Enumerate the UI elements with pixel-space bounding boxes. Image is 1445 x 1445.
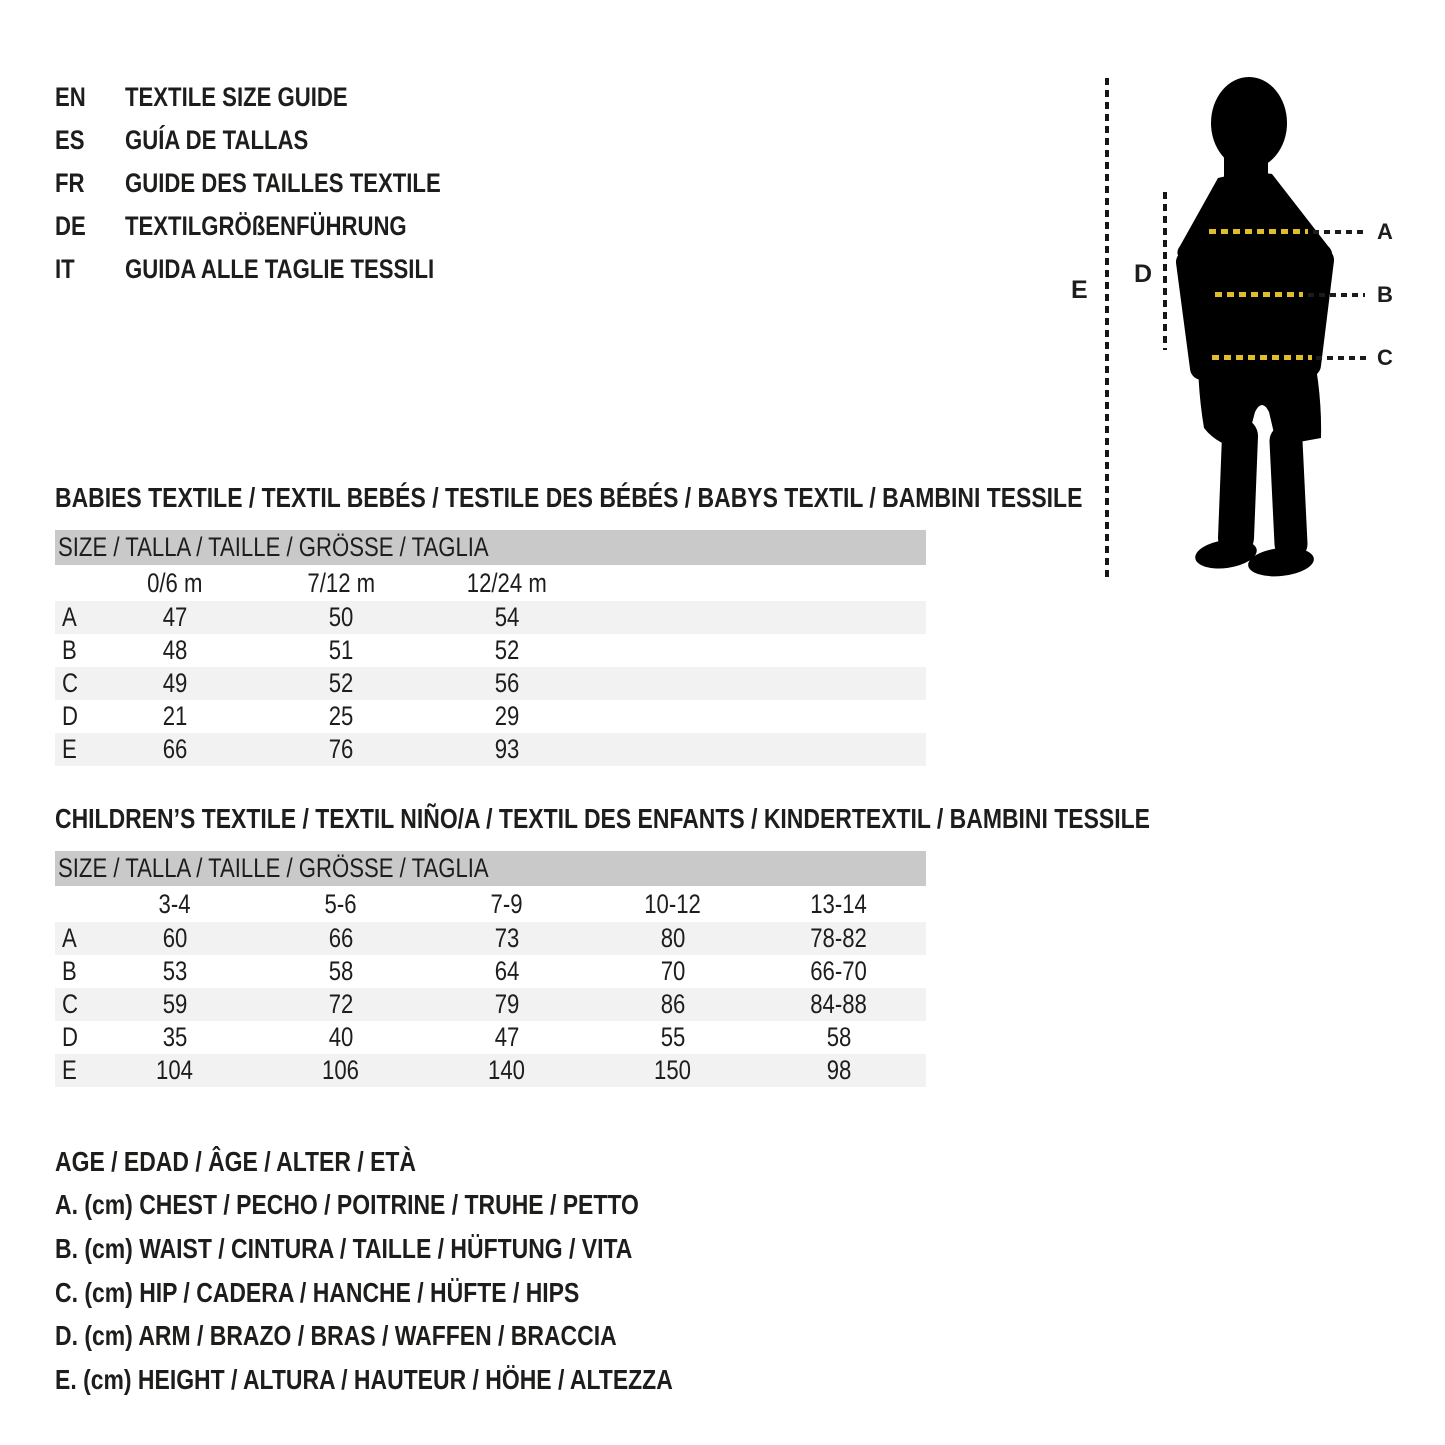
table-row xyxy=(55,700,926,733)
column-header: 7/12 m xyxy=(307,567,375,598)
measure-label-d: D xyxy=(1134,260,1153,288)
legend-age: AGE / EDAD / ÂGE / ALTER / ETÀ xyxy=(55,1145,417,1177)
chest-leader-line xyxy=(1313,230,1367,234)
language-code: DE xyxy=(55,211,86,241)
language-code: FR xyxy=(55,168,85,198)
table-row xyxy=(55,1054,926,1087)
table-row xyxy=(55,733,926,766)
column-header: 13-14 xyxy=(810,888,868,919)
language-row-it xyxy=(55,248,510,291)
cell-value: 21 xyxy=(162,701,188,731)
row-label: C xyxy=(62,989,78,1019)
guide-title-de: TEXTILGRÖßENFÜHRUNG xyxy=(125,211,407,241)
table-row xyxy=(55,667,926,700)
row-label: D xyxy=(62,701,78,731)
cell-value: 84-88 xyxy=(810,989,868,1019)
children-column-headers xyxy=(55,886,926,922)
cell-value: 25 xyxy=(328,701,354,731)
column-header: 3-4 xyxy=(158,888,192,919)
children-size-header-bar xyxy=(55,851,926,886)
guide-title-es: GUÍA DE TALLAS xyxy=(125,125,309,155)
language-code: EN xyxy=(55,82,86,112)
cell-value: 66 xyxy=(162,734,188,764)
waist-measure-dash xyxy=(1215,292,1303,297)
cell-value: 80 xyxy=(660,923,686,953)
cell-value: 58 xyxy=(826,1022,852,1052)
waist-leader-line xyxy=(1308,293,1365,297)
cell-value: 60 xyxy=(162,923,188,953)
legend-waist: B. (cm) WAIST / CINTURA / TAILLE / HÜFTUNG / VITA xyxy=(55,1232,633,1264)
legend-height: E. (cm) HEIGHT / ALTURA / HAUTEUR / HÖHE / ALTEZZA xyxy=(55,1363,673,1395)
chest-measure-dash xyxy=(1209,229,1308,234)
language-row-fr xyxy=(55,162,510,205)
babies-column-headers xyxy=(55,565,926,601)
guide-title-en: TEXTILE SIZE GUIDE xyxy=(125,82,348,112)
cell-value: 73 xyxy=(494,923,520,953)
language-row-de xyxy=(55,205,510,248)
cell-value: 49 xyxy=(162,668,188,698)
language-row-en xyxy=(55,76,510,119)
language-guide xyxy=(55,76,510,291)
cell-value: 54 xyxy=(494,602,520,632)
table-row xyxy=(55,955,926,988)
cell-value: 98 xyxy=(826,1055,852,1085)
language-row-es xyxy=(55,119,510,162)
cell-value: 104 xyxy=(156,1055,194,1085)
cell-value: 64 xyxy=(494,956,520,986)
cell-value: 58 xyxy=(328,956,354,986)
row-label: A xyxy=(62,923,77,953)
language-code: ES xyxy=(55,125,85,155)
children-size-table xyxy=(55,851,926,1087)
cell-value: 35 xyxy=(162,1022,188,1052)
row-label: E xyxy=(62,1055,77,1085)
row-label: B xyxy=(62,956,77,986)
table-row xyxy=(55,988,926,1021)
column-header: 7-9 xyxy=(490,888,524,919)
cell-value: 106 xyxy=(322,1055,360,1085)
hip-leader-line xyxy=(1316,356,1366,360)
row-label: C xyxy=(62,668,78,698)
cell-value: 55 xyxy=(660,1022,686,1052)
cell-value: 52 xyxy=(328,668,354,698)
cell-value: 59 xyxy=(162,989,188,1019)
cell-value: 78-82 xyxy=(810,923,868,953)
cell-value: 56 xyxy=(494,668,520,698)
cell-value: 66 xyxy=(328,923,354,953)
cell-value: 70 xyxy=(660,956,686,986)
children-section-title: CHILDREN’S TEXTILE / TEXTIL NIÑO/A / TEXTIL DES ENFANTS / KINDERTEXTIL / BAMBINI TESSILE xyxy=(55,803,1150,834)
column-header: 0/6 m xyxy=(147,567,203,598)
table-row xyxy=(55,1021,926,1054)
babies-size-table xyxy=(55,530,926,766)
guide-title-fr: GUIDE DES TAILLES TEXTILE xyxy=(125,168,441,198)
babies-section-title: BABIES TEXTILE / TEXTIL BEBÉS / TESTILE DES BÉBÉS / BABYS TEXTIL / BAMBINI TESSILE xyxy=(55,482,1083,513)
row-label: D xyxy=(62,1022,78,1052)
cell-value: 47 xyxy=(162,602,188,632)
table-row xyxy=(55,922,926,955)
cell-value: 53 xyxy=(162,956,188,986)
cell-value: 29 xyxy=(494,701,520,731)
measure-label-e: E xyxy=(1071,276,1088,304)
cell-value: 47 xyxy=(494,1022,520,1052)
table-row xyxy=(55,634,926,667)
cell-value: 86 xyxy=(660,989,686,1019)
cell-value: 76 xyxy=(328,734,354,764)
legend-arm: D. (cm) ARM / BRAZO / BRAS / WAFFEN / BRACCIA xyxy=(55,1320,617,1352)
cell-value: 140 xyxy=(488,1055,526,1085)
cell-value: 66-70 xyxy=(810,956,868,986)
row-label: B xyxy=(62,635,77,665)
cell-value: 79 xyxy=(494,989,520,1019)
column-header: 12/24 m xyxy=(466,567,548,598)
measurement-legend xyxy=(55,1140,808,1402)
measure-label-a: A xyxy=(1377,219,1393,244)
table-row xyxy=(55,601,926,634)
cell-value: 93 xyxy=(494,734,520,764)
arm-measure-line-d xyxy=(1163,192,1167,350)
column-header: 10-12 xyxy=(644,888,702,919)
cell-value: 40 xyxy=(328,1022,354,1052)
size-header-label: SIZE / TALLA / TAILLE / GRÖSSE / TAGLIA xyxy=(58,532,489,562)
guide-title-it: GUIDA ALLE TAGLIE TESSILI xyxy=(125,254,435,284)
cell-value: 50 xyxy=(328,602,354,632)
size-header-label: SIZE / TALLA / TAILLE / GRÖSSE / TAGLIA xyxy=(58,853,489,883)
row-label: A xyxy=(62,602,77,632)
language-code: IT xyxy=(55,254,75,284)
column-header: 5-6 xyxy=(324,888,358,919)
legend-chest: A. (cm) CHEST / PECHO / POITRINE / TRUHE / PETTO xyxy=(55,1189,639,1221)
measure-label-c: C xyxy=(1377,345,1393,370)
measure-label-b: B xyxy=(1377,282,1393,307)
row-label: E xyxy=(62,734,77,764)
hip-measure-dash xyxy=(1212,355,1312,360)
babies-size-header-bar xyxy=(55,530,926,565)
legend-hip: C. (cm) HIP / CADERA / HANCHE / HÜFTE / HIPS xyxy=(55,1276,580,1308)
cell-value: 51 xyxy=(328,635,354,665)
cell-value: 72 xyxy=(328,989,354,1019)
cell-value: 150 xyxy=(654,1055,692,1085)
cell-value: 52 xyxy=(494,635,520,665)
cell-value: 48 xyxy=(162,635,188,665)
